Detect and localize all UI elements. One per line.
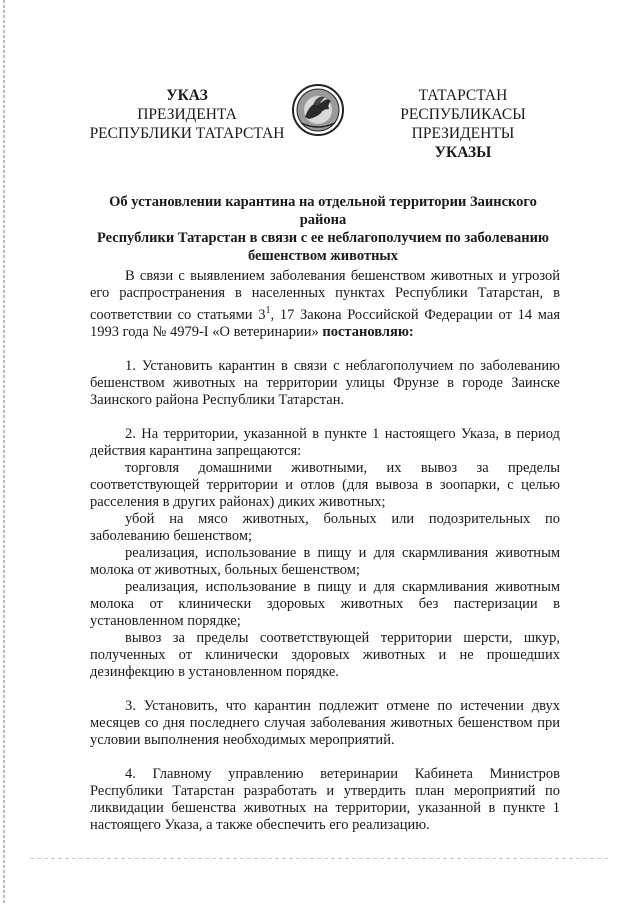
header-tatar	[358, 86, 568, 162]
preamble-paragraph	[90, 268, 560, 341]
item-3-paragraph: 3. Установить, что карантин подлежит отмене по истечении двух месяцев со дня последнего случая заболевания животных бешенством при условии выполнения необходимых мероприятий.	[90, 697, 560, 748]
header-russian	[82, 86, 292, 143]
header-decree-label-ru: УКАЗ	[166, 87, 208, 104]
preamble-text-b: , 17 Закона Российской Федерации от 14 мая 1993 года № 4979-I «О ветеринарии»	[90, 306, 560, 340]
header-president-ru: ПРЕЗИДЕНТА	[137, 106, 237, 123]
scan-edge-bottom	[30, 858, 610, 859]
document-body	[90, 268, 560, 834]
title-line-1: Об установлении карантина на отдельной территории Заинского района	[109, 194, 537, 228]
header-republic-tt: ТАТАРСТАН РЕСПУБЛИКАСЫ	[400, 87, 526, 123]
item-2-intro: 2. На территории, указанной в пункте 1 настоящего Указа, в период действия карантина запрещаются:	[90, 425, 560, 459]
document-title	[88, 193, 558, 265]
preamble-superscript: 1	[265, 305, 271, 316]
item-1-paragraph: 1. Установить карантин в связи с неблагополучием по заболеванию бешенством животных на территории улицы Фрунзе в городе Заинске Заинского района Республики Татарстан.	[90, 357, 560, 408]
header-decree-label-tt: УКАЗЫ	[434, 144, 492, 161]
scan-edge-left	[3, 0, 5, 905]
item-2-list-item: убой на мясо животных, больных или подозрительных по заболеванию бешенством;	[90, 510, 560, 544]
item-4-paragraph: 4. Главному управлению ветеринарии Кабинета Министров Республики Татарстан разработать и утвердить план мероприятий по ликвидации бешенства животных на территории, указанной в пункте 1 настоящего Указа, а также обеспечить его реализацию.	[90, 765, 560, 833]
tatarstan-coat-of-arms-icon	[291, 83, 345, 137]
item-2-list-item: торговля домашними животными, их вывоз за пределы соответствующей территории и отлов (для вывоза в зоопарки, с целью расселения в других районах) диких животных;	[90, 459, 560, 510]
title-line-2: Республики Татарстан в связи с ее неблагополучием по заболеванию	[96, 230, 549, 246]
header-president-tt: ПРЕЗИДЕНТЫ	[411, 125, 515, 142]
preamble-text-a: В связи с выявлением заболевания бешенством животных и угрозой его распространения в населенных пунктах Республики Татарстан, в соответствии со статьями 3	[90, 268, 560, 323]
preamble-decree-word: постановляю:	[322, 323, 414, 340]
item-2-list-item: реализация, использование в пищу и для скармливания животным молока от животных, больных бешенством;	[90, 544, 560, 578]
item-2-list-item: вывоз за пределы соответствующей территории шерсти, шкур, полученных от клинически здоровых животных и не прошедших дезинфекцию в установленном порядке.	[90, 629, 560, 680]
item-2-list-item: реализация, использование в пищу и для скармливания животным молока от клинически здоровых животных без пастеризации в установленном порядке;	[90, 578, 560, 629]
title-line-3: бешенством животных	[248, 248, 398, 264]
header-republic-ru: РЕСПУБЛИКИ ТАТАРСТАН	[89, 125, 285, 142]
